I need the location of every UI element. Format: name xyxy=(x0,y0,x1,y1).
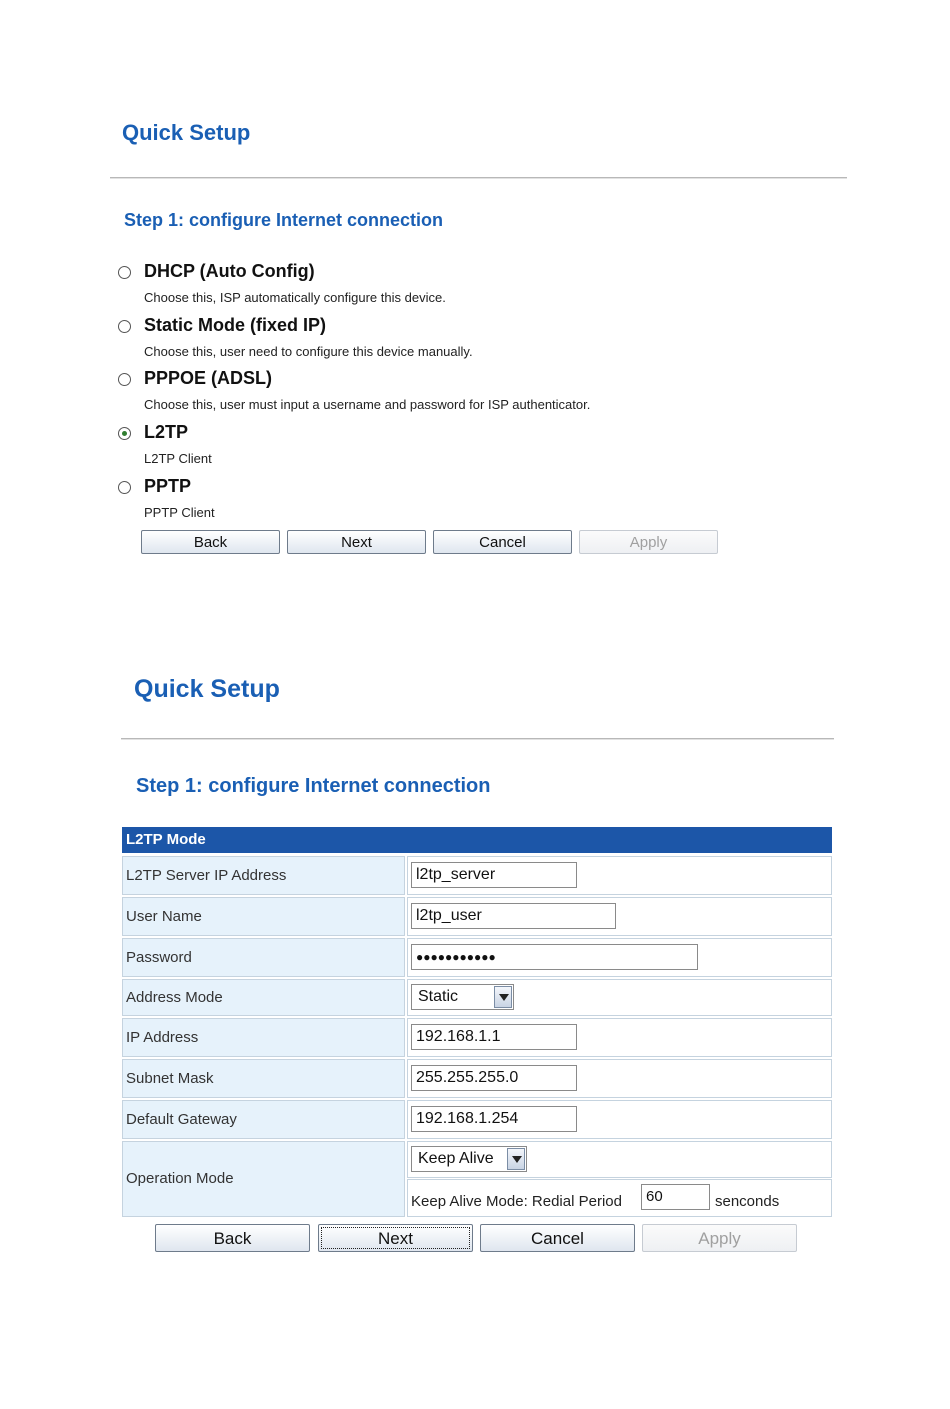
row-value-cell xyxy=(407,1179,832,1217)
unit-label: senconds xyxy=(715,1193,780,1210)
radio-pptp[interactable] xyxy=(118,481,131,494)
table-row xyxy=(122,938,832,977)
table-row xyxy=(122,856,832,895)
page-title: Quick Setup xyxy=(122,120,251,145)
username-input[interactable]: l2tp_user xyxy=(411,903,616,929)
row-value-cell xyxy=(407,938,832,977)
row-value-cell xyxy=(407,1141,832,1178)
ip-address-input[interactable]: 192.168.1.1 xyxy=(411,1024,577,1050)
next-button[interactable]: Next xyxy=(318,1224,473,1252)
select-value: Keep Alive xyxy=(418,1150,494,1167)
row-value-cell xyxy=(407,1100,832,1139)
radio-static[interactable] xyxy=(118,320,131,333)
chevron-down-icon[interactable] xyxy=(507,1148,525,1170)
table-row xyxy=(122,1018,832,1057)
row-value-cell xyxy=(407,1018,832,1057)
option-label: Static Mode (fixed IP) xyxy=(144,315,327,335)
table-header: L2TP Mode xyxy=(122,827,832,853)
table-row xyxy=(122,1141,832,1217)
page-title: Quick Setup xyxy=(134,675,280,703)
apply-button[interactable]: Apply xyxy=(642,1224,797,1252)
row-label: User Name xyxy=(122,897,405,936)
row-label: Address Mode xyxy=(122,979,405,1016)
row-label: Password xyxy=(122,938,405,977)
step-heading: Step 1: configure Internet connection xyxy=(124,210,444,230)
step-heading: Step 1: configure Internet connection xyxy=(136,775,491,797)
radio-dhcp[interactable] xyxy=(118,266,131,279)
option-description: L2TP Client xyxy=(144,451,212,466)
row-value-cell xyxy=(407,856,832,895)
radio-l2tp[interactable] xyxy=(118,427,131,440)
option-description: Choose this, user need to configure this device manually. xyxy=(144,344,473,359)
divider xyxy=(121,738,834,740)
option-description: Choose this, ISP automatically configure this device. xyxy=(144,290,446,305)
back-button[interactable]: Back xyxy=(155,1224,310,1252)
cancel-button[interactable]: Cancel xyxy=(480,1224,635,1252)
back-button[interactable]: Back xyxy=(141,530,280,554)
radio-pppoe[interactable] xyxy=(118,373,131,386)
select-value: Static xyxy=(418,988,459,1005)
default-gateway-input[interactable]: 192.168.1.254 xyxy=(411,1106,577,1132)
row-label: L2TP Server IP Address xyxy=(122,856,405,895)
cancel-button[interactable]: Cancel xyxy=(433,530,572,554)
table-row xyxy=(122,1059,832,1098)
option-label: L2TP xyxy=(144,422,189,442)
chevron-down-icon[interactable] xyxy=(494,986,512,1008)
table-row xyxy=(122,897,832,936)
row-value-cell xyxy=(407,897,832,936)
row-label: IP Address xyxy=(122,1018,405,1057)
option-description: PPTP Client xyxy=(144,505,215,520)
option-label: PPTP xyxy=(144,476,192,496)
apply-button[interactable]: Apply xyxy=(579,530,718,554)
password-input[interactable]: ●●●●●●●●●●● xyxy=(411,944,698,970)
address-mode-select[interactable] xyxy=(411,984,514,1010)
redial-period-input[interactable]: 60 xyxy=(641,1184,710,1210)
operation-mode-select[interactable] xyxy=(411,1146,527,1172)
subnet-mask-input[interactable]: 255.255.255.0 xyxy=(411,1065,577,1091)
table-row xyxy=(122,979,832,1016)
option-label: DHCP (Auto Config) xyxy=(144,261,315,281)
option-description: Choose this, user must input a username and password for ISP authenticator. xyxy=(144,397,591,412)
next-button[interactable]: Next xyxy=(287,530,426,554)
row-value-cell xyxy=(407,979,832,1016)
keep-alive-label: Keep Alive Mode: Redial Period xyxy=(411,1193,622,1210)
divider xyxy=(110,177,847,179)
option-label: PPPOE (ADSL) xyxy=(144,368,273,388)
table-row xyxy=(122,1100,832,1139)
row-label: Operation Mode xyxy=(122,1141,405,1217)
row-value-cell xyxy=(407,1059,832,1098)
server-ip-input[interactable]: l2tp_server xyxy=(411,862,577,888)
row-label: Default Gateway xyxy=(122,1100,405,1139)
row-label: Subnet Mask xyxy=(122,1059,405,1098)
